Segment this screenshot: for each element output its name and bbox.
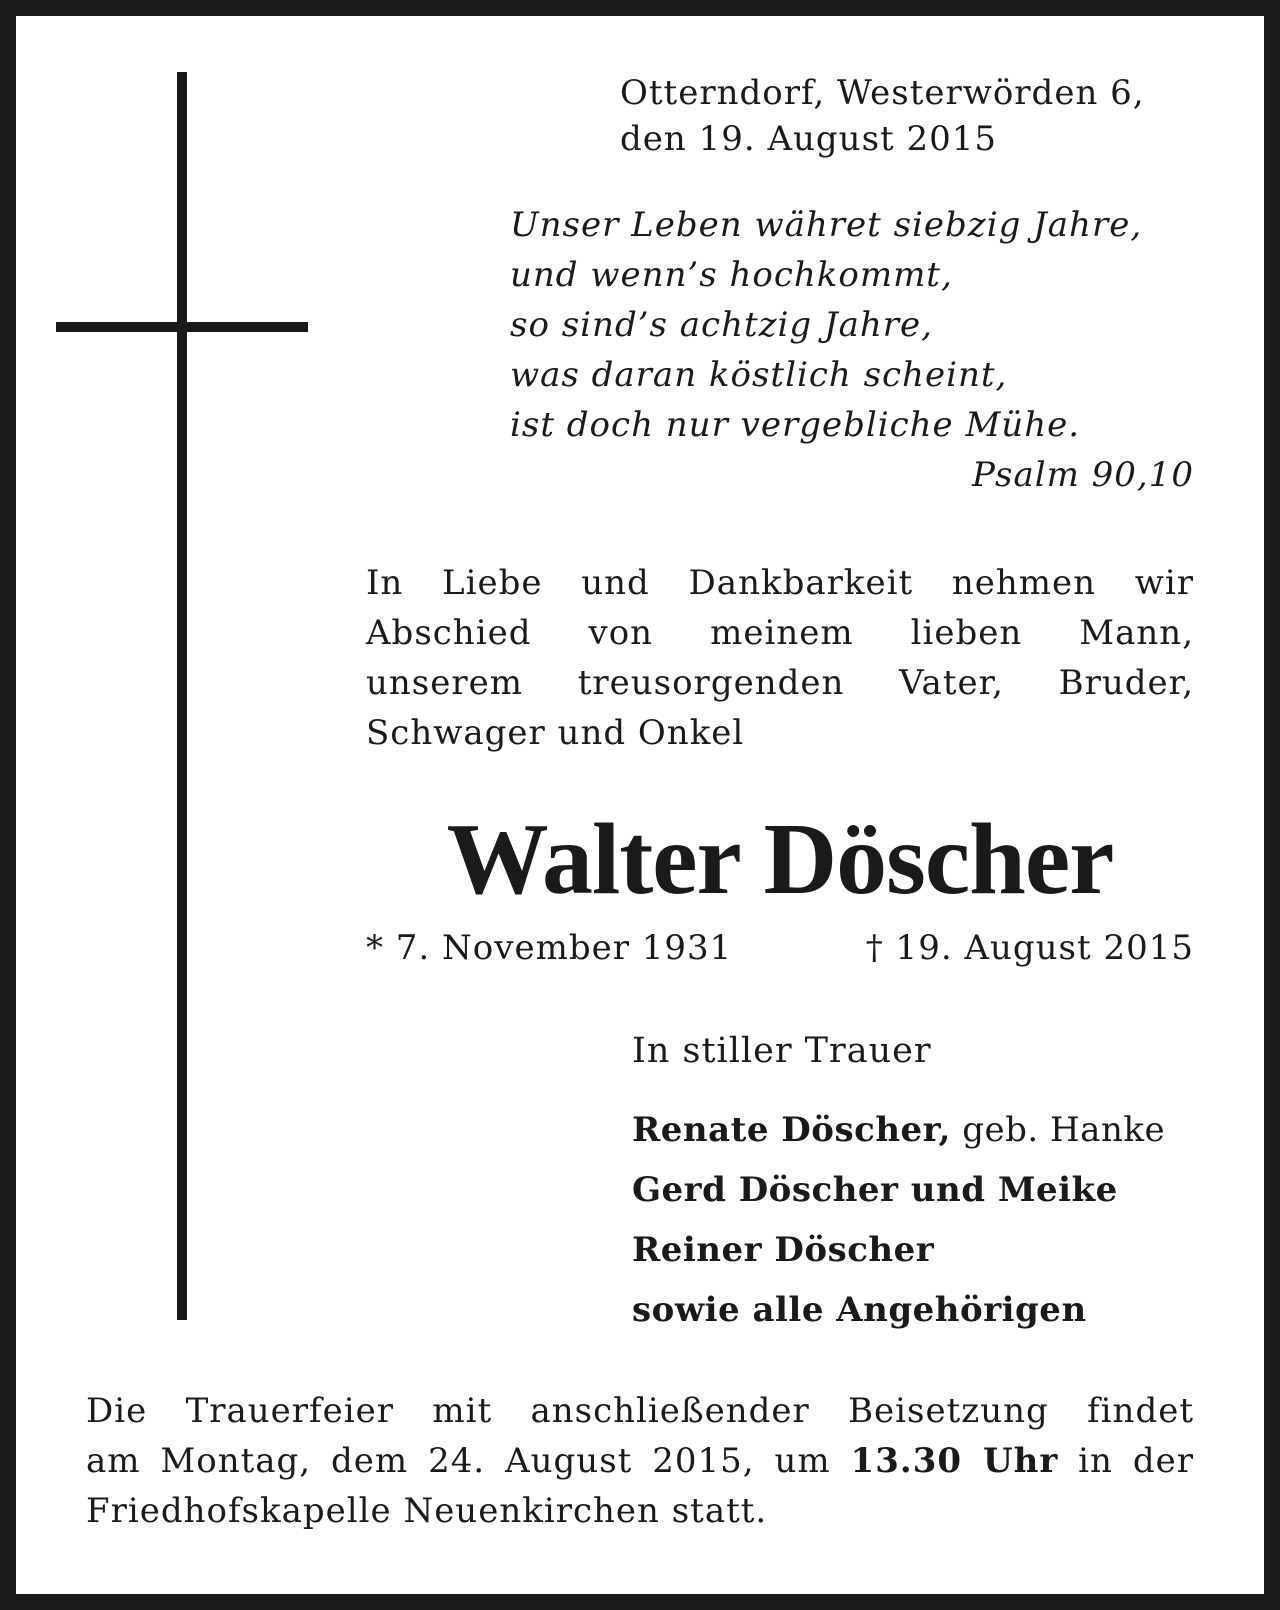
date-line: den 19. August 2015 bbox=[620, 119, 998, 159]
farewell-intro bbox=[366, 558, 1194, 758]
mourners-list bbox=[632, 1100, 1194, 1340]
psalm-quote bbox=[510, 200, 1194, 500]
intro-line: In Liebe und Dankbarkeit nehmen wir bbox=[366, 563, 1194, 603]
mourner-name: Gerd Döscher und Meike bbox=[632, 1170, 1118, 1210]
mourner-name: Renate Döscher, bbox=[632, 1110, 951, 1150]
service-time: 13.30 Uhr bbox=[850, 1441, 1059, 1481]
psalm-line: ist doch nur vergebliche Mühe. bbox=[510, 405, 1081, 445]
psalm-line: was daran köstlich scheint, bbox=[510, 355, 1008, 395]
birth-date: * 7. November 1931 bbox=[366, 928, 733, 968]
mourner bbox=[632, 1160, 1194, 1220]
service-line: Die Trauerfeier mit anschließender Beisetzung findet bbox=[86, 1391, 1194, 1431]
mourner bbox=[632, 1220, 1194, 1280]
service-text: in der bbox=[1058, 1441, 1195, 1481]
intro-line: Abschied von meinem lieben Mann, bbox=[366, 613, 1194, 653]
mourner-name: sowie alle Angehörigen bbox=[632, 1290, 1087, 1330]
cross-icon-horizontal-bar bbox=[56, 322, 308, 332]
psalm-line: Unser Leben währet siebzig Jahre, bbox=[510, 205, 1143, 245]
deceased-name: Walter Döscher bbox=[446, 803, 1114, 916]
service-line bbox=[86, 1436, 1194, 1486]
service-text: am Montag, dem 24. August 2015, um bbox=[86, 1441, 851, 1481]
place-and-date bbox=[620, 70, 1145, 162]
mourning-heading: In stiller Trauer bbox=[632, 1031, 932, 1071]
death-date: † 19. August 2015 bbox=[865, 928, 1194, 968]
cross-icon-vertical-bar bbox=[177, 72, 187, 1320]
mourner bbox=[632, 1280, 1194, 1340]
service-announcement bbox=[86, 1386, 1194, 1536]
mourner-suffix: geb. Hanke bbox=[950, 1110, 1166, 1150]
service-line: Friedhofskapelle Neuenkirchen statt. bbox=[86, 1491, 768, 1531]
psalm-line: so sind’s achtzig Jahre, bbox=[510, 305, 933, 345]
life-dates bbox=[366, 925, 1194, 971]
psalm-line: und wenn’s hochkommt, bbox=[510, 255, 953, 295]
mourner-name: Reiner Döscher bbox=[632, 1230, 935, 1270]
psalm-source: Psalm 90,10 bbox=[972, 455, 1194, 495]
intro-line: Schwager und Onkel bbox=[366, 713, 745, 753]
intro-line: unserem treusorgenden Vater, Bruder, bbox=[366, 663, 1194, 703]
place-line: Otterndorf, Westerwörden 6, bbox=[620, 73, 1145, 113]
mourner bbox=[632, 1100, 1194, 1160]
